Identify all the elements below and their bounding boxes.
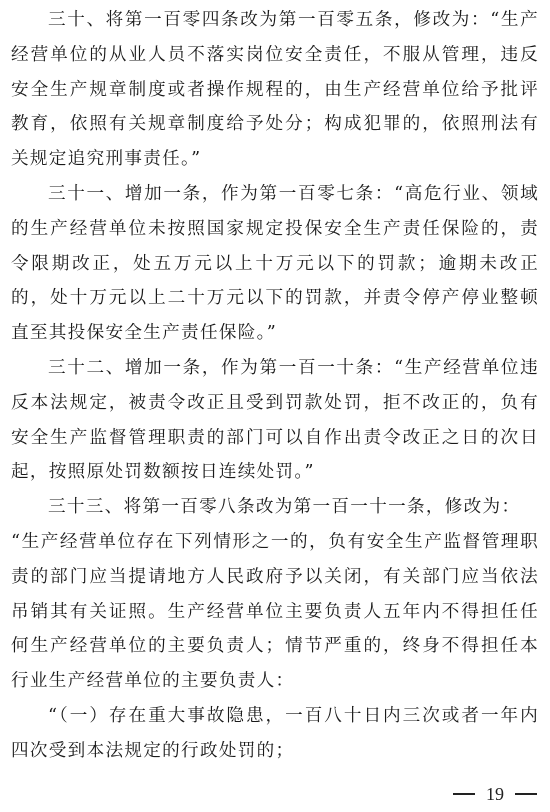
paragraph-article-31: 三十一、增加一条，作为第一百零七条：“高危行业、领域的生产经营单位未按照国家规定投保安全生产责任保险的，责令限期改正，处五万元以上十万元以下的罚款；逾期未改正的，处十万元以上二十万元以下的罚款，并责令停产停业整顿直至其投保安全生产责任保险。” bbox=[11, 183, 539, 344]
paragraph-article-33-item-1: “（一）存在重大事故隐患，一百八十日内三次或者一年内四次受到本法规定的行政处罚的； bbox=[11, 705, 539, 761]
document-body bbox=[11, 3, 539, 769]
paragraph-article-33-body: “生产经营单位存在下列情形之一的，负有安全生产监督管理职责的部门应当提请地方人民政府予以关闭，有关部门应当依法吊销其有关证照。生产经营单位主要负责人五年内不得担任任何生产经营单位的主要负责人；情节严重的，终身不得担任本行业生产经营单位的主要负责人： bbox=[11, 531, 539, 692]
paragraph-article-30: 三十、将第一百零四条改为第一百零五条，修改为：“生产经营单位的从业人员不落实岗位安全责任，不服从管理，违反安全生产规章制度或者操作规程的，由生产经营单位给予批评教育，依照有关规章制度给予处分；构成犯罪的，依照刑法有关规定追究刑事责任。” bbox=[11, 10, 539, 170]
page-number: 19 bbox=[486, 784, 504, 804]
footer-dash-right bbox=[515, 793, 537, 795]
page-footer bbox=[0, 781, 550, 807]
paragraph-article-33-heading: 三十三、将第一百零八条改为第一百一十一条，修改为： bbox=[48, 497, 521, 518]
footer-dash-left bbox=[453, 793, 475, 795]
paragraph-article-32: 三十二、增加一条，作为第一百一十条：“生产经营单位违反本法规定，被责令改正且受到罚款处罚，拒不改正的，负有安全生产监督管理职责的部门可以自作出责令改正之日的次日起，按照原处罚数额按日连续处罚。” bbox=[11, 357, 539, 483]
